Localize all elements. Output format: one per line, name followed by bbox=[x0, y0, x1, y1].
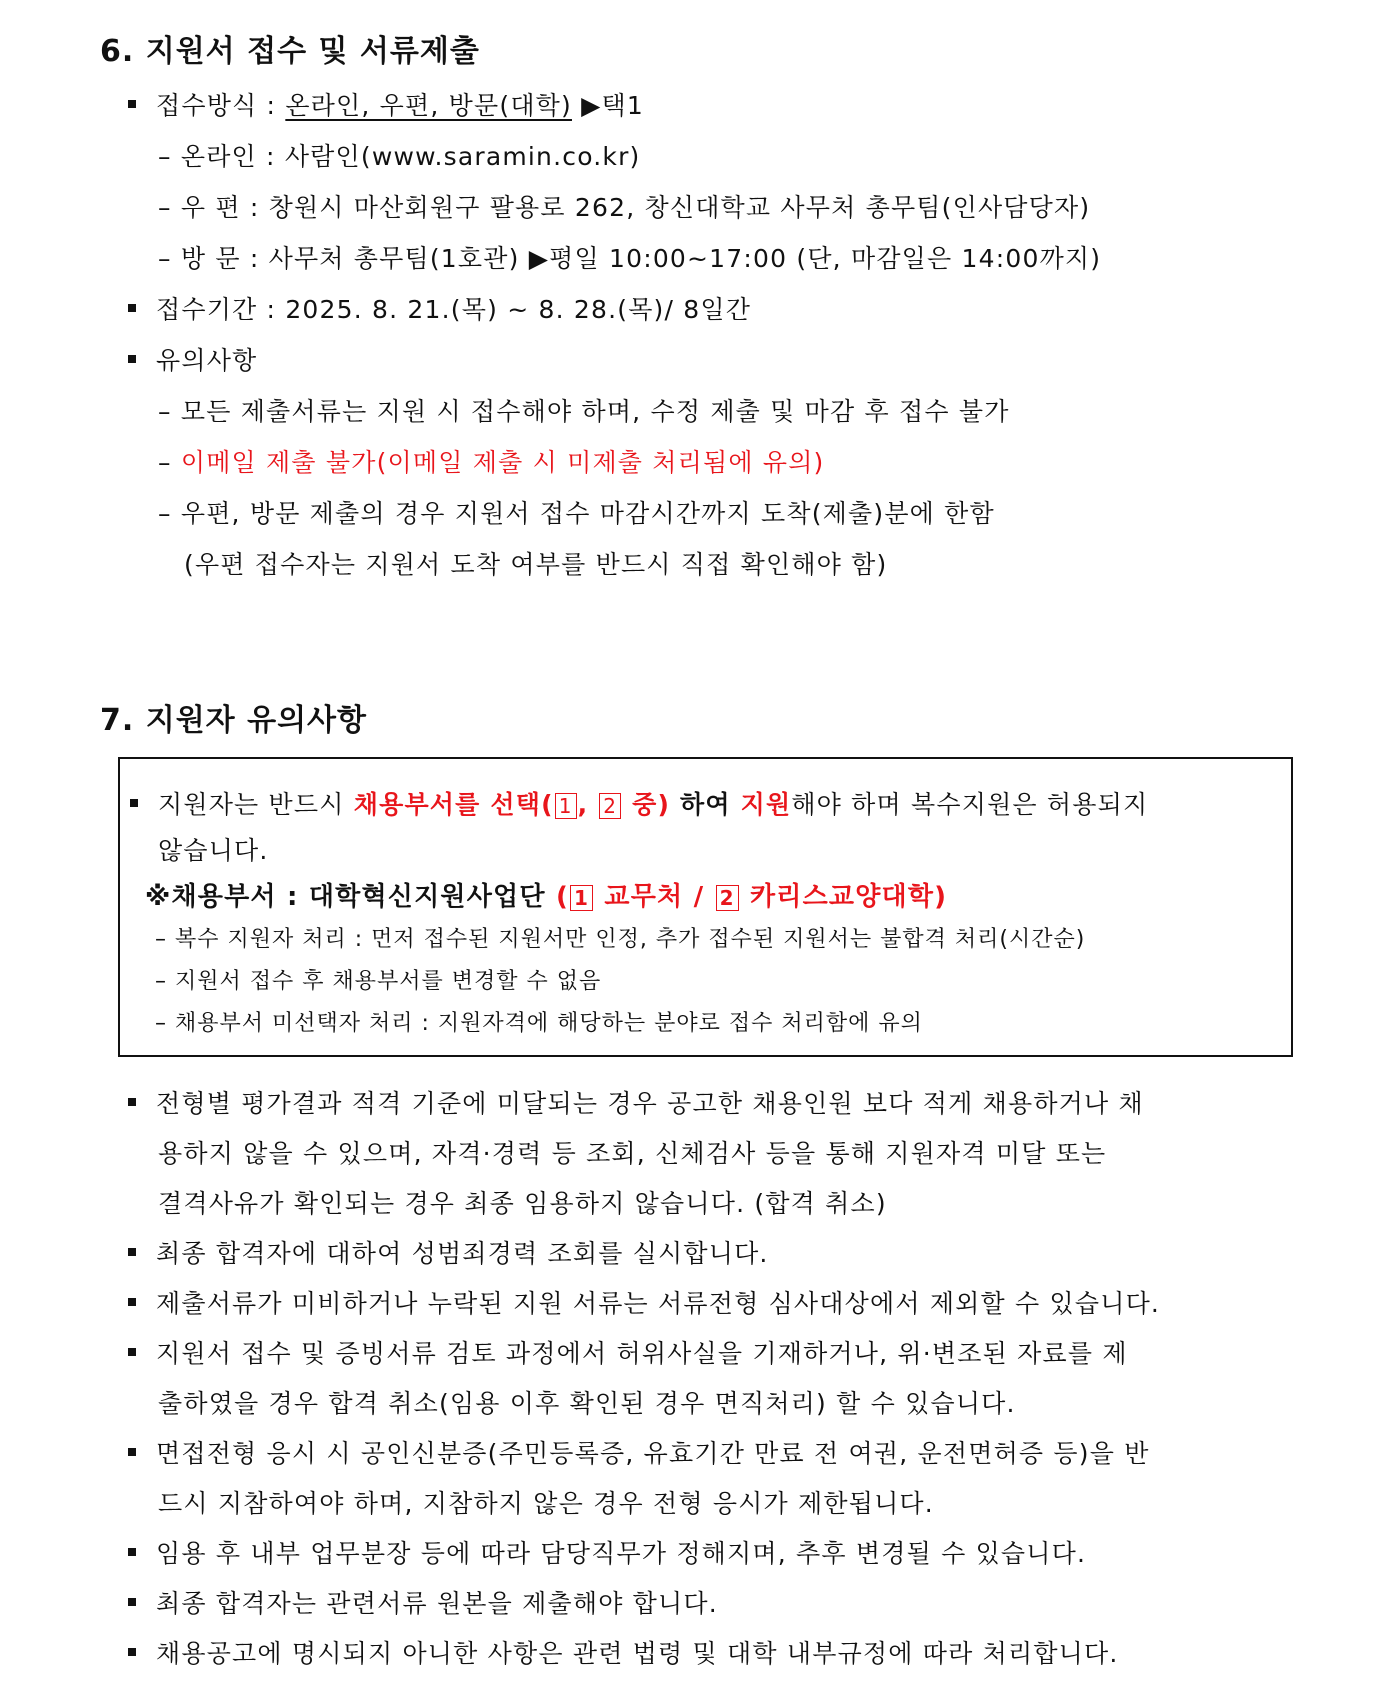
department-line: ※채용부서 : 대학혁신지원사업단 ( 1 교무처 / 2 카리스교양대학) bbox=[145, 882, 948, 912]
number-1-badge: 1 bbox=[555, 793, 577, 819]
box-sub-2: – 지원서 접수 후 채용부서를 변경할 수 없음 bbox=[155, 969, 602, 994]
bullet bbox=[128, 1298, 136, 1306]
bullet bbox=[128, 1648, 136, 1656]
online-line: – 온라인 : 사람인(www.saramin.co.kr) bbox=[158, 142, 641, 171]
note-2: – 이메일 제출 불가(이메일 제출 시 미제출 처리됨에 유의) bbox=[158, 448, 825, 477]
item-1b: 용하지 않을 수 있으며, 자격·경력 등 조회, 신체검사 등을 통해 지원자격 미달 또는 bbox=[158, 1139, 1107, 1168]
item-4b: 출하였을 경우 합격 취소(임용 이후 확인된 경우 면직처리) 할 수 있습니다. bbox=[158, 1389, 1016, 1418]
number-2-badge: 2 bbox=[599, 793, 621, 819]
period-line: 접수기간 : 2025. 8. 21.(목) ~ 8. 28.(목)/ 8일간 bbox=[128, 290, 751, 326]
bullet bbox=[128, 1548, 136, 1556]
bullet bbox=[128, 1348, 136, 1356]
item-8: 채용공고에 명시되지 아니한 사항은 관련 법령 및 대학 내부규정에 따라 처리합니다. bbox=[128, 1634, 1119, 1670]
bullet bbox=[128, 1598, 136, 1606]
bullet bbox=[130, 799, 138, 807]
item-7: 최종 합격자는 관련서류 원본을 제출해야 합니다. bbox=[128, 1584, 718, 1620]
item-3: 제출서류가 미비하거나 누락된 지원 서류는 서류전형 심사대상에서 제외할 수 있습니다. bbox=[128, 1284, 1160, 1320]
reception-method-line: 접수방식 : 온라인, 우편, 방문(대학) ▶택1 bbox=[128, 86, 644, 122]
bullet bbox=[128, 1248, 136, 1256]
box-line-1: 지원자는 반드시 채용부서를 선택( 1 , 2 중) 하여 지원해야 하며 복수지원은 허용되지 bbox=[130, 785, 1148, 821]
item-2: 최종 합격자에 대하여 성범죄경력 조회를 실시합니다. bbox=[128, 1234, 769, 1270]
box-line-1-cont: 않습니다. bbox=[158, 836, 269, 865]
bullet bbox=[128, 1098, 136, 1106]
box-sub-3: – 채용부서 미선택자 처리 : 지원자격에 해당하는 분야로 접수 처리함에 유의 bbox=[155, 1011, 923, 1036]
email-warning: 이메일 제출 불가(이메일 제출 시 미제출 처리됨에 유의) bbox=[180, 448, 825, 477]
dept-number-2-badge: 2 bbox=[716, 885, 739, 911]
item-6: 임용 후 내부 업무분장 등에 따라 담당직무가 정해지며, 추후 변경될 수 있습니다. bbox=[128, 1534, 1086, 1570]
item-1a: 전형별 평가결과 적격 기준에 미달되는 경우 공고한 채용인원 보다 적게 채용하거나 채 bbox=[128, 1084, 1144, 1120]
dept-number-1-badge: 1 bbox=[570, 885, 593, 911]
visit-line: – 방 문 : 사무처 총무팀(1호관) ▶평일 10:00~17:00 (단, 마감일은 14:00까지) bbox=[158, 244, 1102, 273]
notes-title: 유의사항 bbox=[128, 341, 257, 377]
bullet bbox=[128, 355, 136, 363]
item-5a: 면접전형 응시 시 공인신분증(주민등록증, 유효기간 만료 전 여권, 운전면허증 등)을 반 bbox=[128, 1434, 1150, 1470]
item-4a: 지원서 접수 및 증빙서류 검토 과정에서 허위사실을 기재하거나, 위·변조된 자료를 제 bbox=[128, 1334, 1128, 1370]
mail-line: – 우 편 : 창원시 마산회원구 팔용로 262, 창신대학교 사무처 총무팀(인사담당자) bbox=[158, 193, 1091, 222]
item-5b: 드시 지참하여야 하며, 지참하지 않은 경우 전형 응시가 제한됩니다. bbox=[158, 1489, 934, 1518]
section-6-heading: 6. 지원서 접수 및 서류제출 bbox=[100, 34, 480, 69]
bullet bbox=[128, 1448, 136, 1456]
bullet bbox=[128, 304, 136, 312]
reception-method-value: 온라인, 우편, 방문(대학) bbox=[285, 91, 572, 120]
box-sub-1: – 복수 지원자 처리 : 먼저 접수된 지원서만 인정, 추가 접수된 지원서는 불합격 처리(시간순) bbox=[155, 927, 1086, 952]
bullet bbox=[128, 100, 136, 108]
note-3-detail: (우편 접수자는 지원서 도착 여부를 반드시 직접 확인해야 함) bbox=[184, 550, 888, 579]
section-7-heading: 7. 지원자 유의사항 bbox=[100, 703, 368, 738]
item-1c: 결격사유가 확인되는 경우 최종 임용하지 않습니다. (합격 취소) bbox=[158, 1189, 887, 1218]
note-1: – 모든 제출서류는 지원 시 접수해야 하며, 수정 제출 및 마감 후 접수 불가 bbox=[158, 397, 1010, 426]
note-3: – 우편, 방문 제출의 경우 지원서 접수 마감시간까지 도착(제출)분에 한함 bbox=[158, 499, 995, 528]
